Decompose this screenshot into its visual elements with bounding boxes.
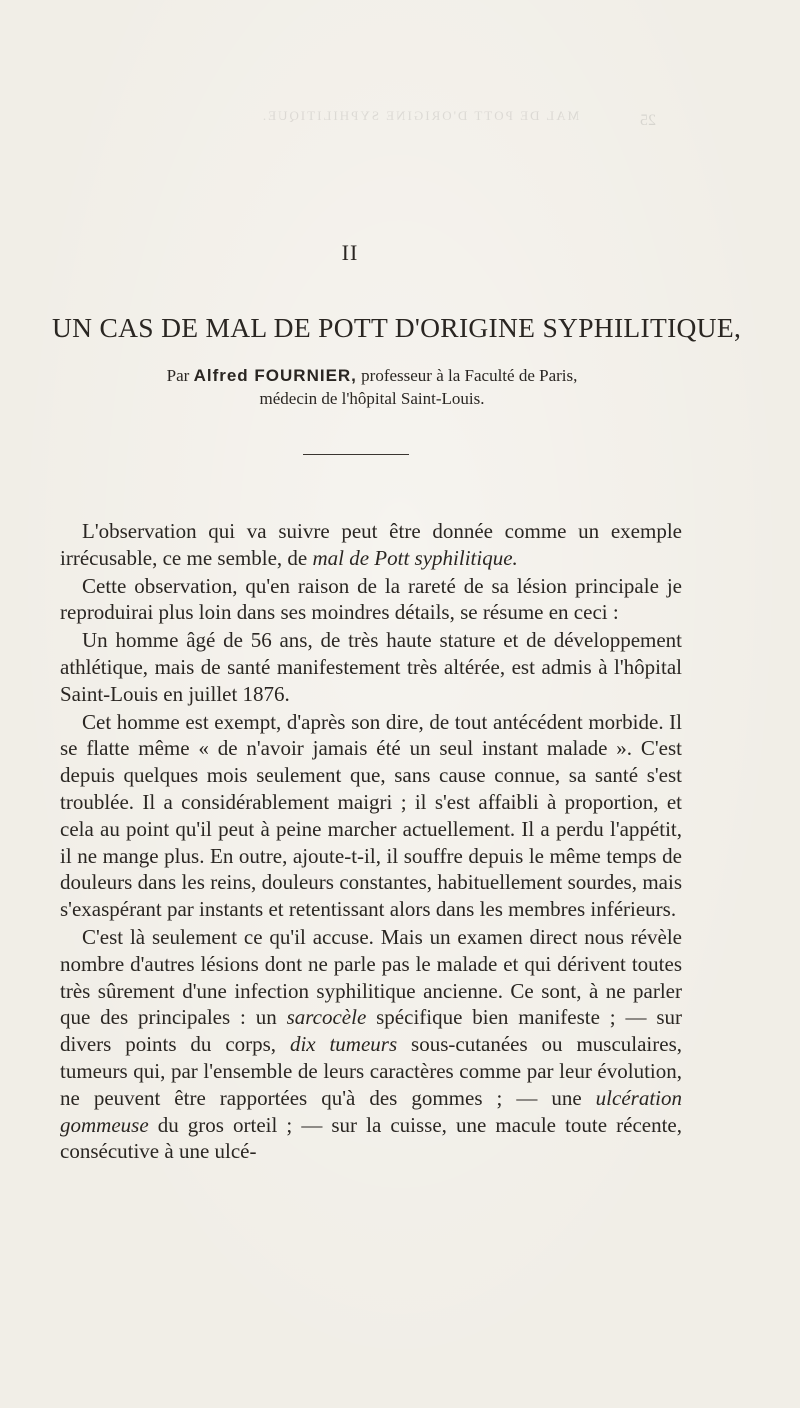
section-numeral: II [341,240,359,265]
paragraph-5 [60,924,682,1165]
paragraph-5-text-b: spécifique bien manifeste ; — sur divers points du corps, [60,1005,682,1057]
paragraph-5-text-a: C'est là seulement ce qu'il accuse. Mais un examen direct nous révèle nombre d'autres lésions dont ne parle pas le malade et qui dérivent toutes très sûrement d'une infection syphilitique ancienne. Ce sont, à ne parler que des principales : un [60,924,682,1030]
paragraph-1-emphasis: mal de Pott syphilitique. [312,545,518,570]
byline [52,364,692,410]
separator-rule [303,454,409,455]
paragraph-5-emphasis-3: ulcération gommeuse [60,1085,682,1137]
byline-prefix: Par [166,366,190,385]
paragraph-4: Cet homme est exempt, d'après son dire, de tout antécédent morbide. Il se flatte même « de n'avoir jamais été un seul instant malade ». C'est depuis quelques mois seulement que, sans cause connue, sa santé s'est troublée. Il a considérablement maigri ; il s'est affaibli à proportion, et cela au point qu'il peut à peine marcher actuellement. Il a perdu l'appétit, il ne mange plus. En outre, ajoute-t-il, il souffre depuis le même temps de douleurs dans les reins, douleurs constantes, habituellement sourdes, mais s'exaspérant par instants et retentissant alors dans les membres inférieurs. [60,709,682,922]
running-header-bleedthrough: MAL DE POTT D'ORIGINE SYPHILITIQUE. [260,108,580,123]
paragraph-3: Un homme âgé de 56 ans, de très haute stature et de développement athlétique, mais de santé manifestement très altérée, est admis à l'hôpital Saint-Louis en juillet 1876. [60,628,682,706]
paragraph-1 [60,518,682,572]
paragraph-1-text: L'observation qui va suivre peut être donnée comme un exemple irrécusable, ce me semble, de [60,519,682,570]
paragraph-5-text-c: sous-cutanées ou musculaires, tumeurs qui, par l'ensemble de leurs caractères comme par leur évolution, ne peuvent être rapportées qu'à des gommes ; — une [60,1032,682,1110]
paragraph-5-text-d: du gros orteil ; — sur la cuisse, une macule toute récente, consécutive à une ulcé- [60,1112,682,1164]
article-title: UN CAS DE MAL DE POTT D'ORIGINE SYPHILITIQUE, [52,312,742,343]
paragraph-2: Cette observation, qu'en raison de la rareté de sa lésion principale je reproduirai plus loin dans ses moindres détails, se résume en ceci : [60,573,682,625]
paragraph-5-emphasis-2: dix tumeurs [289,1032,398,1057]
article-body [60,518,682,1166]
author-name: Alfred FOURNIER, [193,366,357,385]
affiliation-line-2: médecin de l'hôpital Saint-Louis. [259,389,485,408]
page-number-bleedthrough: 25 [640,112,656,129]
affiliation-line-1: professeur à la Faculté de Paris, [361,366,578,385]
paragraph-5-emphasis-1: sarcocèle [286,1005,367,1030]
